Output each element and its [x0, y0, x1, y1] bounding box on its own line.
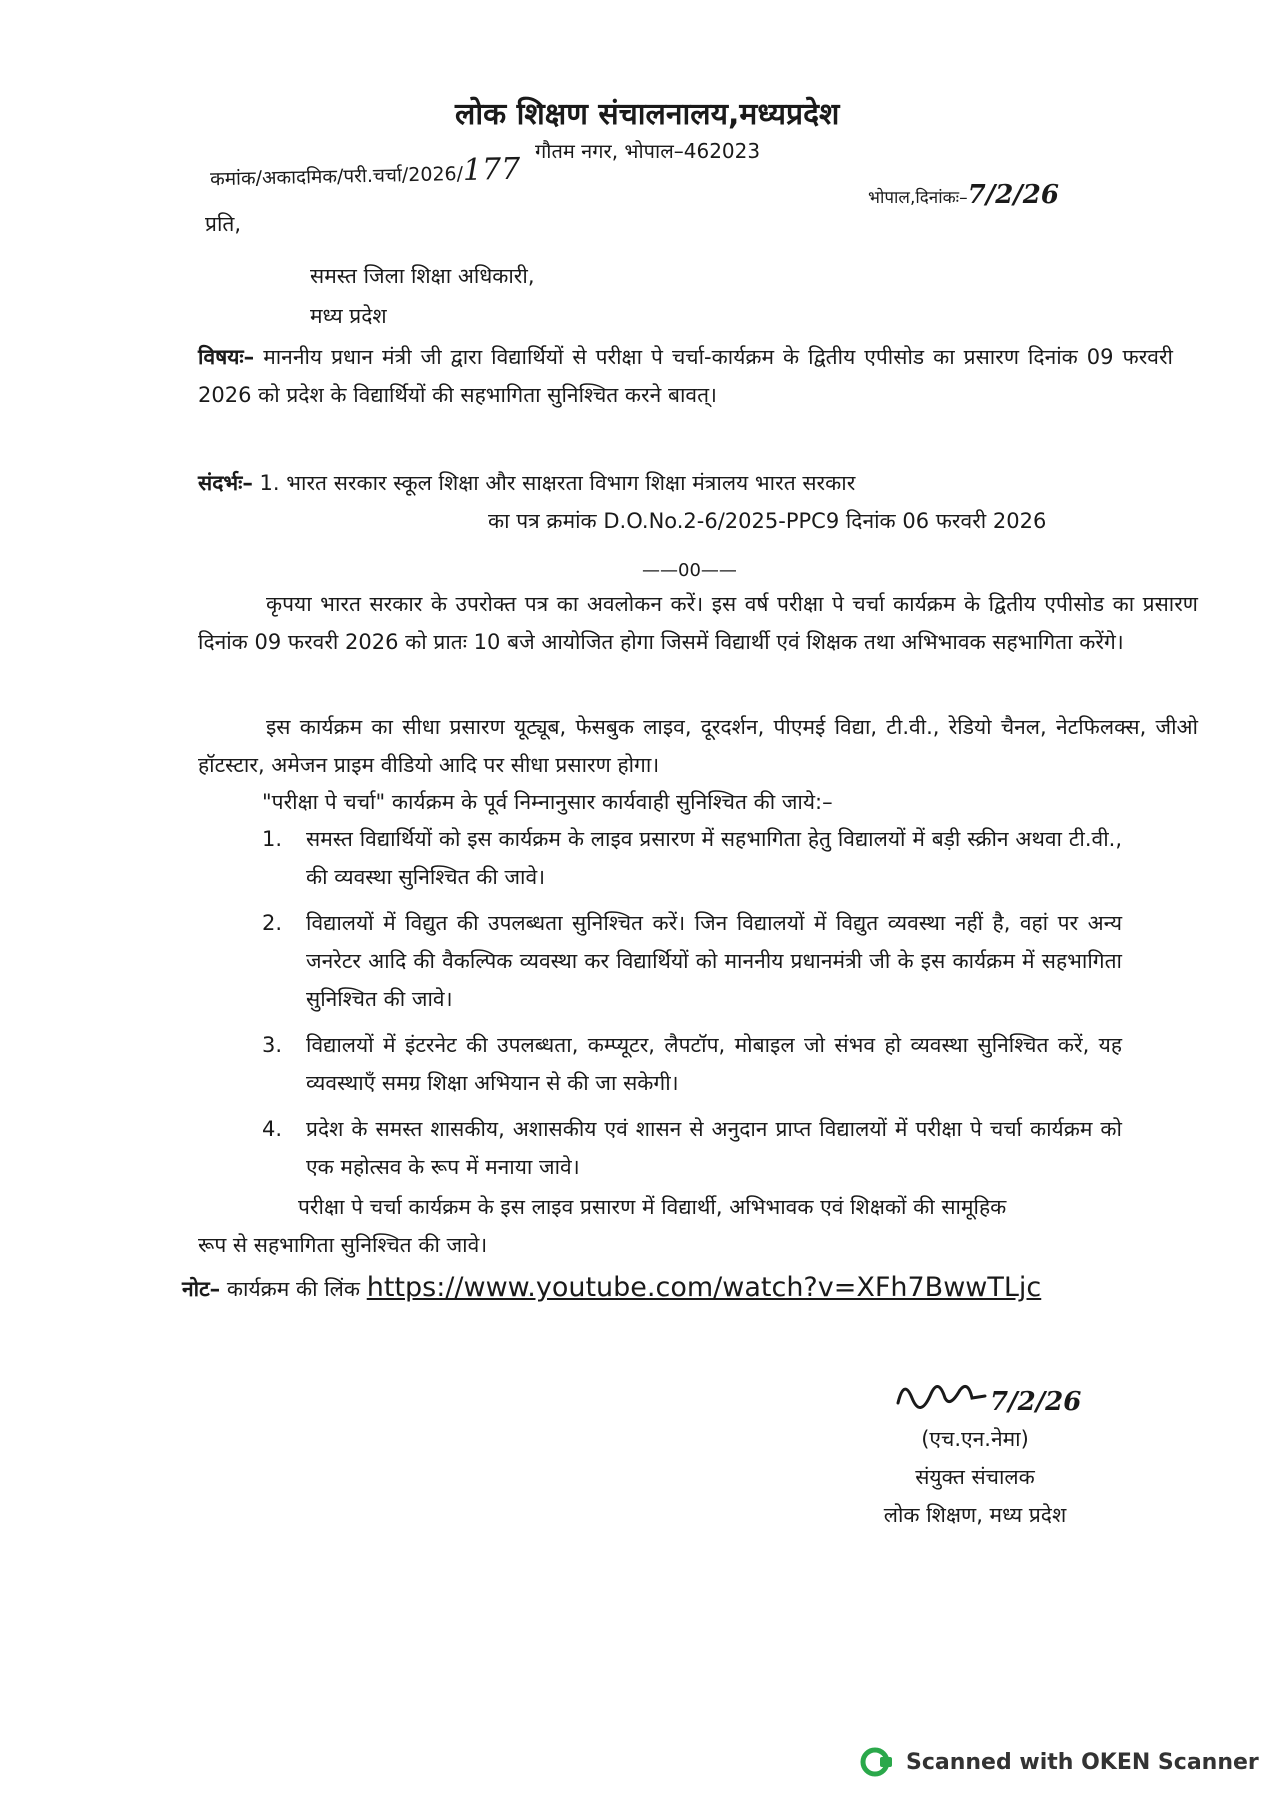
addressee-line-2: मध्य प्रदेश [310, 304, 387, 328]
signature-date: 7/2/26 [990, 1387, 1082, 1417]
list-item-text: विद्यालयों में इंटरनेट की उपलब्धता, कम्प्यूटर, लैपटॉप, मोबाइल जो संभव हो व्यवस्था सुनिश्चित करें, यह व्यवस्थाएँ समग्र शिक्षा अभियान से की जा सकेगी। [306, 1033, 1122, 1095]
scanner-text: Scanned with OKEN Scanner [906, 1749, 1259, 1775]
reference-number [210, 152, 521, 193]
list-item-text: विद्यालयों में विद्युत की उपलब्धता सुनिश्चित करें। जिन विद्यालयों में विद्युत व्यवस्था नहीं है, वहां पर अन्य जनरेटर आदि की वैकल्पिक व्यवस्था कर विद्यार्थियों को माननीय प्रधानमंत्री जी के इस कार्यक्रम में सहभागिता सुनिश्चित की जावे। [306, 911, 1122, 1011]
office-title: लोक शिक्षण संचालनालय,मध्यप्रदेश [455, 97, 840, 132]
date-label: भोपाल,दिनांकः– [868, 188, 968, 208]
subject-text: माननीय प्रधान मंत्री जी द्वारा विद्यार्थियों से परीक्षा पे चर्चा-कार्यक्रम के द्वितीय एपीसोड का प्रसारण दिनांक 09 फरवरी 2026 को प्रदेश के विद्यार्थियों की सहभागिता सुनिश्चित करने बावत्। [198, 345, 1173, 407]
addressee [310, 256, 535, 336]
body-paragraph-1: कृपया भारत सरकार के उपरोक्त पत्र का अवलोकन करें। इस वर्ष परीक्षा पे चर्चा कार्यक्रम के द्वितीय एपीसोड का प्रसारण दिनांक 09 फरवरी 2026 को प्रातः 10 बजे आयोजित होगा जिसमें विद्यार्थी एवं शिक्षक तथा अभिभावक सहभागिता करेंगे। [198, 592, 1198, 654]
separator: ——00—— [642, 560, 737, 581]
list-item [262, 904, 1122, 1018]
list-item [262, 1110, 1122, 1186]
reference-line-1: 1. भारत सरकार स्कूल शिक्षा और साक्षरता विभाग शिक्षा मंत्रालय भारत सरकार [259, 471, 856, 495]
signatory-office: लोक शिक्षण, मध्य प्रदेश [883, 1503, 1067, 1527]
instructions-intro: "परीक्षा पे चर्चा" कार्यक्रम के पूर्व निम्नानुसार कार्यवाही सुनिश्चित की जाये:– [262, 790, 833, 814]
note [182, 1272, 1041, 1303]
list-item-text: समस्त विद्यार्थियों को इस कार्यक्रम के लाइव प्रसारण में सहभागिता हेतु विद्यालयों में बड़ी स्क्रीन अथवा टी.वी., की व्यवस्था सुनिश्चित की जावे। [306, 827, 1122, 889]
signatory-designation: संयुक्त संचालक [915, 1465, 1035, 1489]
addressee-line-1: समस्त जिला शिक्षा अधिकारी, [310, 264, 535, 288]
note-text: कार्यक्रम की लिंक [226, 1277, 361, 1301]
youtube-link[interactable]: https://www.youtube.com/watch?v=XFh7BwwTLjc [366, 1272, 1042, 1303]
reference [198, 464, 1118, 540]
list-item-number: 4. [262, 1117, 283, 1141]
list-item-number: 3. [262, 1033, 283, 1057]
list-item [262, 1026, 1122, 1102]
office-address: गौतम नगर, भोपाल–462023 [535, 139, 761, 163]
instruction-list [262, 820, 1122, 1194]
oken-scanner-logo-icon [860, 1745, 894, 1779]
list-item-number: 1. [262, 827, 283, 851]
list-item-number: 2. [262, 911, 283, 935]
date-handwritten: 7/2/26 [967, 180, 1059, 210]
salutation: प्रति, [205, 212, 242, 236]
signature-scribble [890, 1368, 1090, 1428]
signatory-block [855, 1420, 1095, 1534]
reference-label: संदर्भः– [198, 471, 253, 495]
list-item-text: प्रदेश के समस्त शासकीय, अशासकीय एवं शासन से अनुदान प्राप्त विद्यालयों में परीक्षा पे चर्चा कार्यक्रम को एक महोत्सव के रूप में मनाया जावे। [306, 1117, 1122, 1179]
list-item [262, 820, 1122, 896]
note-label: नोट– [182, 1277, 221, 1301]
body-paragraph-2: इस कार्यक्रम का सीधा प्रसारण यूट्यूब, फेसबुक लाइव, दूरदर्शन, पीएमई विद्या, टी.वी., रेडियो चैनल, नेटफिलक्स, जीओ हॉटस्टार, अमेजन प्राइम वीडियो आदि पर सीधा प्रसारण होगा। [198, 715, 1198, 777]
reference-number-prefix: कमांक/अकादमिक/परी.चर्चा/2026/ [209, 162, 464, 191]
reference-number-handwritten: 177 [462, 151, 521, 188]
subject [198, 338, 1173, 414]
body-paragraph-3: परीक्षा पे चर्चा कार्यक्रम के इस लाइव प्रसारण में विद्यार्थी, अभिभावक एवं शिक्षकों की सामूहिक रूप से सहभागिता सुनिश्चित की जावे। [198, 1195, 1007, 1257]
subject-label: विषयः– [198, 345, 255, 369]
scanner-watermark [860, 1745, 1259, 1779]
signatory-name: (एच.एन.नेमा) [921, 1427, 1029, 1451]
reference-line-2: का पत्र क्रमांक D.O.No.2-6/2025-PPC9 दिनांक 06 फरवरी 2026 [488, 509, 1047, 533]
letter-date [868, 180, 1059, 210]
